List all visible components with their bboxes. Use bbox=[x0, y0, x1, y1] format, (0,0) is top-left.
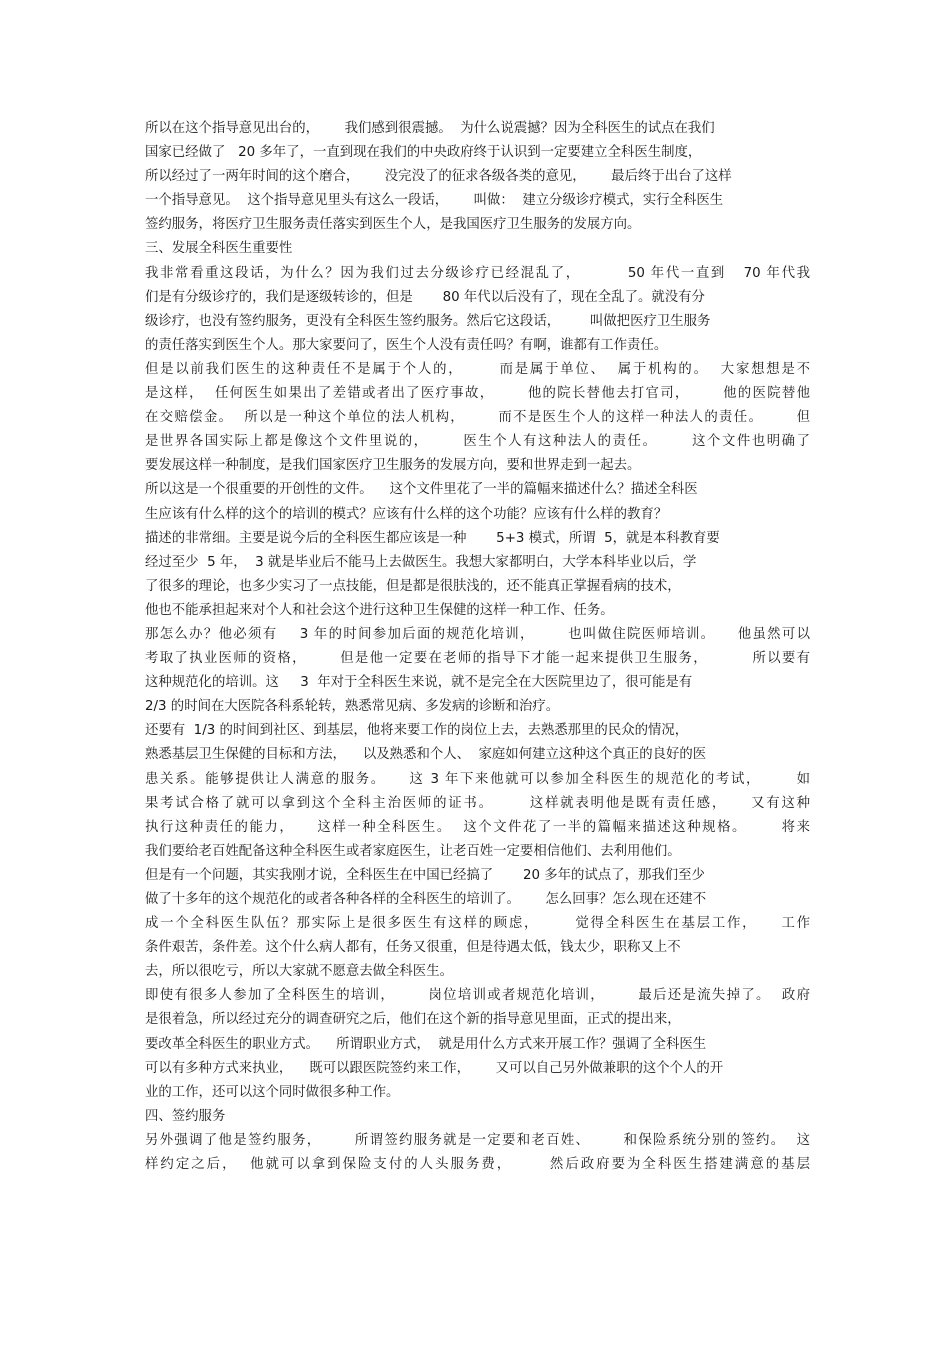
text-line: 去，所以很吃亏，所以大家就不愿意去做全科医生。 bbox=[145, 964, 453, 980]
text-line: 一个指导意见。 这个指导意见里头有这么一段话， 叫做： 建立分级诊疗模式，实行全科医生 bbox=[145, 193, 724, 209]
text-line: 但是有一个问题，其实我刚才说，全科医生在中国已经搞了 20 多年的试点了，那我们至少 bbox=[145, 867, 705, 883]
text-line: 了很多的理论，也多少实习了一点技能，但是都是很肤浅的，还不能真正掌握看病的技术， bbox=[145, 578, 681, 594]
text-line: 考取了执业医师的资格， 但是他一定要在老师的指导下才能一起来提供卫生服务， 所以要有 bbox=[145, 651, 810, 667]
text-line: 另外强调了他是签约服务， 所谓签约服务就是一定要和老百姓、 和保险系统分别的签约。 这 bbox=[145, 1132, 810, 1148]
text-line: 们是有分级诊疗的，我们是逐级转诊的，但是 80 年代以后没有了，现在全乱了。就没有分 bbox=[145, 289, 705, 305]
text-line: 三、发展全科医生重要性 bbox=[145, 241, 293, 257]
text-line: 是很着急，所以经过充分的调查研究之后，他们在这个新的指导意见里面，正式的提出来， bbox=[145, 1012, 681, 1028]
text-line: 即使有很多人参加了全科医生的培训， 岗位培训或者规范化培训， 最后还是流失掉了。 政府 bbox=[145, 988, 810, 1004]
text-line: 这种规范化的培训。这 3 年对于全科医生来说，就不是完全在大医院里边了，很可能是有 bbox=[145, 675, 693, 691]
text-line: 条件艰苦，条件差。这个什么病人都有，任务又很重，但是待遇太低，钱太少，职称又上不 bbox=[145, 940, 681, 956]
text-line: 成一个全科医生队伍？那实际上是很多医生有这样的顾虑， 觉得全科医生在基层工作， 工作 bbox=[145, 916, 810, 932]
text-line: 但是以前我们医生的这种责任不是属于个人的， 而是属于单位、 属于机构的。 大家想想是不 bbox=[145, 361, 810, 377]
text-line: 患关系。能够提供让人满意的服务。 这 3 年下来他就可以参加全科医生的规范化的考试， 如 bbox=[145, 771, 810, 787]
text-line: 业的工作，还可以这个同时做很多种工作。 bbox=[145, 1084, 400, 1100]
text-line: 熟悉基层卫生保健的目标和方法， 以及熟悉和个人、 家庭如何建立这种这个真正的良好的医 bbox=[145, 747, 707, 763]
text-line: 执行这种责任的能力， 这样一种全科医生。 这个文件花了一半的篇幅来描述这种规格。 将来 bbox=[145, 819, 810, 835]
text-line: 所以在这个指导意见出台的， 我们感到很震撼。 为什么说震撼？因为全科医生的试点在我们 bbox=[145, 121, 715, 136]
text-line: 国家已经做了 20 多年了，一直到现在我们的中央政府终于认识到一定要建立全科医生制度， bbox=[145, 145, 702, 161]
text-line: 2/3 的时间在大医院各科系轮转，熟悉常见病、多发病的诊断和治疗。 bbox=[145, 699, 560, 715]
text-line: 四、签约服务 bbox=[145, 1108, 226, 1124]
text-line: 描述的非常细。主要是说今后的全科医生都应该是一种 5+3 模式，所谓 5，就是本科教育要 bbox=[145, 530, 720, 546]
text-line: 要改革全科医生的职业方式。 所谓职业方式， 就是用什么方式来开展工作？强调了全科医生 bbox=[145, 1036, 707, 1052]
text-line: 那怎么办？他必须有 3 年的时间参加后面的规范化培训， 也叫做住院医师培训。 他虽然可以 bbox=[145, 626, 810, 642]
text-line: 我们要给老百姓配备这种全科医生或者家庭医生，让老百姓一定要相信他们、去利用他们。 bbox=[145, 843, 681, 859]
text-line: 生应该有什么样的这个的培训的模式？应该有什么样的这个功能？应该有什么样的教育？ bbox=[145, 506, 668, 522]
text-line: 果考试合格了就可以拿到这个全科主治医师的证书。 这样就表明他是既有责任感， 又有这种 bbox=[145, 795, 810, 811]
text-line: 我非常看重这段话，为什么？因为我们过去分级诊疗已经混乱了， 50 年代一直到 70 年代我 bbox=[145, 265, 810, 281]
text-line: 他也不能承担起来对个人和社会这个进行这种卫生保健的这样一种工作、任务。 bbox=[145, 602, 614, 618]
text-line: 还要有 1/3 的时间到社区、到基层，他将来要工作的岗位上去，去熟悉那里的民众的情况， bbox=[145, 723, 689, 739]
text-line: 是世界各国实际上都是像这个文件里说的， 医生个人有这种法人的责任。 这个文件也明确了 bbox=[145, 434, 810, 450]
text-line: 所以这是一个很重要的开创性的文件。 这个文件里花了一半的篇幅来描述什么？描述全科医 bbox=[145, 482, 698, 498]
text-line: 级诊疗，也没有签约服务，更没有全科医生签约服务。然后它这段话， 叫做把医疗卫生服务 bbox=[145, 313, 711, 329]
text-line: 可以有多种方式来执业， 既可以跟医院签约来工作， 又可以自己另外做兼职的这个个人的开 bbox=[145, 1060, 724, 1076]
text-line: 在交赔偿金。 所以是一种这个单位的法人机构， 而不是医生个人的这样一种法人的责任。 但 bbox=[145, 410, 810, 426]
document-body bbox=[145, 117, 810, 1177]
text-line: 要发展这样一种制度，是我们国家医疗卫生服务的发展方向，要和世界走到一起去。 bbox=[145, 458, 641, 474]
text-line: 的责任落实到医生个人。那大家要问了，医生个人没有责任吗？有啊，谁都有工作责任。 bbox=[145, 337, 668, 353]
text-line: 经过至少 5 年， 3 就是毕业后不能马上去做医生。我想大家都明白，大学本科毕业以后，学 bbox=[145, 554, 697, 570]
text-line: 是这样， 任何医生如果出了差错或者出了医疗事故， 他的院长替他去打官司， 他的医院替他 bbox=[145, 386, 810, 402]
text-line: 所以经过了一两年时间的这个磨合， 没完没了的征求各级各类的意见， 最后终于出台了这样 bbox=[145, 169, 732, 185]
text-line: 样约定之后， 他就可以拿到保险支付的人头服务费， 然后政府要为全科医生搭建满意的基层 bbox=[145, 1157, 810, 1173]
text-line: 做了十多年的这个规范化的或者各种各样的全科医生的培训了。 怎么回事？怎么现在还建不 bbox=[145, 892, 707, 907]
text-line: 签约服务，将医疗卫生服务责任落实到医生个人，是我国医疗卫生服务的发展方向。 bbox=[145, 217, 641, 233]
